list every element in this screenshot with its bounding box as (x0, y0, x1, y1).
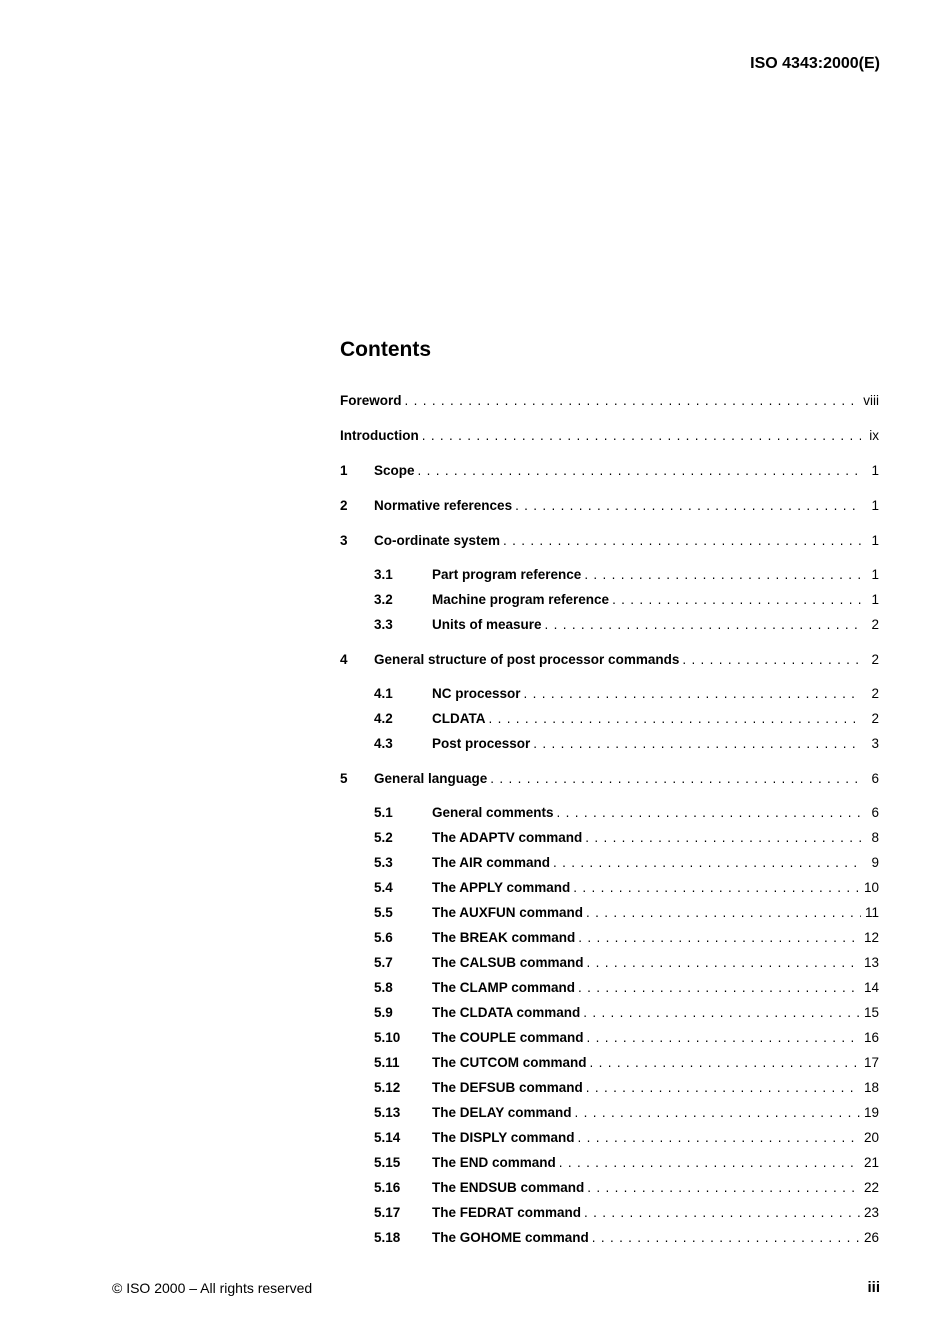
toc-entry-title[interactable]: The BREAK command (432, 930, 576, 945)
toc-entry[interactable] (340, 875, 879, 900)
dot-leader (592, 1225, 860, 1250)
dot-leader (587, 950, 860, 975)
copyright-notice: © ISO 2000 – All rights reserved (112, 1280, 313, 1296)
toc-entry-title[interactable]: The END command (432, 1155, 556, 1170)
toc-entry-page: 2 (871, 686, 879, 701)
toc-entry-title[interactable]: Post processor (432, 736, 531, 751)
toc-entry[interactable] (340, 800, 879, 825)
toc-entry-title[interactable]: The CUTCOM command (432, 1055, 587, 1070)
dot-leader (586, 900, 861, 925)
table-of-contents (340, 388, 879, 1250)
toc-entry[interactable] (340, 458, 879, 483)
toc-entry-number: 5.12 (374, 1080, 401, 1095)
dot-leader (585, 825, 861, 850)
dot-leader (587, 1175, 860, 1200)
dot-leader (583, 1000, 860, 1025)
toc-entry[interactable] (340, 1175, 879, 1200)
toc-entry[interactable] (340, 562, 879, 587)
toc-entry-page: 18 (863, 1080, 879, 1095)
toc-entry-page: 10 (863, 880, 879, 895)
toc-entry-title[interactable]: The AUXFUN command (432, 905, 584, 920)
toc-entry-number: 3.1 (374, 567, 393, 582)
toc-entry-title[interactable]: The AIR command (432, 855, 551, 870)
toc-entry[interactable] (340, 1225, 879, 1250)
dot-leader (573, 875, 860, 900)
toc-entry-page: viii (863, 393, 879, 408)
toc-entry-page: 3 (871, 736, 879, 751)
toc-entry-title[interactable]: The CLDATA command (432, 1005, 581, 1020)
toc-entry-page: 19 (863, 1105, 879, 1120)
dot-leader (490, 766, 861, 791)
toc-entry[interactable] (340, 925, 879, 950)
dot-leader (489, 706, 862, 731)
toc-entry-number: 5.4 (374, 880, 393, 895)
toc-entry-number: 5.5 (374, 905, 393, 920)
dot-leader (578, 1125, 860, 1150)
toc-entry-page: 6 (871, 771, 879, 786)
dot-leader (422, 423, 861, 448)
toc-entry-title[interactable]: The ADAPTV command (432, 830, 583, 845)
toc-entry-title[interactable]: The DEFSUB command (432, 1080, 583, 1095)
toc-entry-number: 5 (340, 771, 348, 786)
dot-leader (553, 850, 861, 875)
dot-leader (586, 1075, 860, 1100)
dot-leader (587, 1025, 860, 1050)
dot-leader (584, 1200, 860, 1225)
toc-entry-number: 5.15 (374, 1155, 401, 1170)
dot-leader (578, 975, 860, 1000)
toc-entry-title[interactable]: The CALSUB command (432, 955, 584, 970)
toc-entry-title[interactable]: The DISPLY command (432, 1130, 575, 1145)
toc-entry-page: 17 (863, 1055, 879, 1070)
toc-entry-title[interactable]: The FEDRAT command (432, 1205, 582, 1220)
toc-entry-title[interactable]: The APPLY command (432, 880, 571, 895)
toc-entry-number: 5.14 (374, 1130, 401, 1145)
toc-entry[interactable] (340, 1075, 879, 1100)
toc-entry-page: 12 (863, 930, 879, 945)
standard-identifier: ISO 4343:2000(E) (750, 55, 880, 72)
toc-entry-page: 16 (863, 1030, 879, 1045)
dot-leader (557, 800, 861, 825)
toc-entry[interactable] (340, 423, 879, 448)
dot-leader (612, 587, 861, 612)
toc-entry-number: 3.3 (374, 617, 393, 632)
toc-entry-page: 2 (871, 617, 879, 632)
toc-entry-number: 5.18 (374, 1230, 401, 1245)
toc-entry-page: 6 (871, 805, 879, 820)
dot-leader (545, 612, 861, 637)
toc-entry-page: 13 (863, 955, 879, 970)
toc-entry-title[interactable]: General language (374, 771, 488, 786)
toc-entry-title[interactable]: Machine program reference (432, 592, 610, 607)
toc-entry-page: 26 (863, 1230, 879, 1245)
toc-entry[interactable] (340, 1000, 879, 1025)
dot-leader (515, 493, 861, 518)
toc-entry-page: 22 (863, 1180, 879, 1195)
toc-entry[interactable] (340, 766, 879, 791)
toc-entry[interactable] (340, 681, 879, 706)
dot-leader (533, 731, 861, 756)
toc-entry-number: 3 (340, 533, 348, 548)
toc-entry-number: 5.17 (374, 1205, 401, 1220)
toc-entry-title[interactable]: Normative references (374, 498, 513, 513)
toc-entry-title[interactable]: The CLAMP command (432, 980, 576, 995)
toc-entry-page: 20 (863, 1130, 879, 1145)
toc-entry-page: 15 (863, 1005, 879, 1020)
toc-entry-title[interactable]: Units of measure (432, 617, 542, 632)
toc-entry-title[interactable]: General comments (432, 805, 554, 820)
toc-entry[interactable] (340, 1150, 879, 1175)
toc-entry-title[interactable]: Co-ordinate system (374, 533, 501, 548)
toc-entry[interactable] (340, 1125, 879, 1150)
toc-entry-title[interactable]: Introduction (340, 428, 419, 443)
toc-entry-title[interactable]: General structure of post processor commands (374, 652, 680, 667)
toc-entry-number: 1 (340, 463, 348, 478)
toc-entry[interactable] (340, 1025, 879, 1050)
toc-entry[interactable] (340, 528, 879, 553)
toc-entry-number: 3.2 (374, 592, 393, 607)
toc-entry-number: 2 (340, 498, 348, 513)
dot-leader (590, 1050, 860, 1075)
toc-entry[interactable] (340, 647, 879, 672)
toc-entry-number: 5.13 (374, 1105, 401, 1120)
toc-entry-number: 5.7 (374, 955, 393, 970)
toc-entry-number: 5.6 (374, 930, 393, 945)
toc-entry-page: ix (869, 428, 879, 443)
toc-entry[interactable] (340, 612, 879, 637)
toc-entry-title[interactable]: The ENDSUB command (432, 1180, 585, 1195)
toc-entry[interactable] (340, 388, 879, 413)
toc-entry-page: 1 (871, 463, 879, 478)
page-number: iii (867, 1279, 880, 1296)
toc-entry-number: 4.1 (374, 686, 393, 701)
toc-entry-number: 5.11 (374, 1055, 400, 1070)
toc-entry[interactable] (340, 1200, 879, 1225)
toc-entry-title[interactable]: Foreword (340, 393, 402, 408)
dot-leader (418, 458, 861, 483)
toc-entry[interactable] (340, 493, 879, 518)
toc-entry[interactable] (340, 950, 879, 975)
toc-entry[interactable] (340, 587, 879, 612)
toc-entry[interactable] (340, 900, 879, 925)
toc-entry[interactable] (340, 1050, 879, 1075)
toc-entry-title[interactable]: The GOHOME command (432, 1230, 589, 1245)
toc-entry-number: 5.3 (374, 855, 393, 870)
toc-entry-number: 5.1 (374, 805, 393, 820)
toc-entry-page: 14 (863, 980, 879, 995)
dot-leader (575, 1100, 860, 1125)
toc-entry-title[interactable]: Scope (374, 463, 415, 478)
toc-entry-title[interactable]: The DELAY command (432, 1105, 572, 1120)
toc-entry-page: 1 (871, 498, 879, 513)
toc-entry-page: 1 (871, 567, 879, 582)
toc-entry-page: 8 (871, 830, 879, 845)
dot-leader (503, 528, 861, 553)
dot-leader (524, 681, 861, 706)
toc-entry-page: 11 (864, 905, 879, 920)
toc-entry-page: 1 (871, 533, 879, 548)
toc-entry-number: 5.10 (374, 1030, 401, 1045)
toc-entry-number: 4.3 (374, 736, 393, 751)
toc-entry[interactable] (340, 850, 879, 875)
contents-title: Contents (340, 338, 431, 361)
toc-entry[interactable] (340, 706, 879, 731)
toc-entry-page: 23 (863, 1205, 879, 1220)
toc-entry-number: 5.8 (374, 980, 393, 995)
toc-entry-title[interactable]: Part program reference (432, 567, 582, 582)
toc-entry-number: 4.2 (374, 711, 393, 726)
toc-entry[interactable] (340, 731, 879, 756)
toc-entry-page: 9 (871, 855, 879, 870)
toc-entry-number: 5.9 (374, 1005, 393, 1020)
toc-entry-title[interactable]: The COUPLE command (432, 1030, 584, 1045)
dot-leader (584, 562, 861, 587)
toc-entry-title[interactable]: CLDATA (432, 711, 486, 726)
toc-entry-page: 21 (863, 1155, 879, 1170)
toc-entry-page: 1 (871, 592, 879, 607)
toc-entry[interactable] (340, 1100, 879, 1125)
toc-entry-page: 2 (871, 711, 879, 726)
toc-entry-number: 4 (340, 652, 348, 667)
toc-entry-page: 2 (871, 652, 879, 667)
dot-leader (682, 647, 861, 672)
dot-leader (559, 1150, 860, 1175)
dot-leader (405, 388, 860, 413)
toc-entry[interactable] (340, 975, 879, 1000)
toc-entry-title[interactable]: NC processor (432, 686, 521, 701)
toc-entry-number: 5.2 (374, 830, 393, 845)
dot-leader (578, 925, 860, 950)
toc-entry-number: 5.16 (374, 1180, 401, 1195)
toc-entry[interactable] (340, 825, 879, 850)
